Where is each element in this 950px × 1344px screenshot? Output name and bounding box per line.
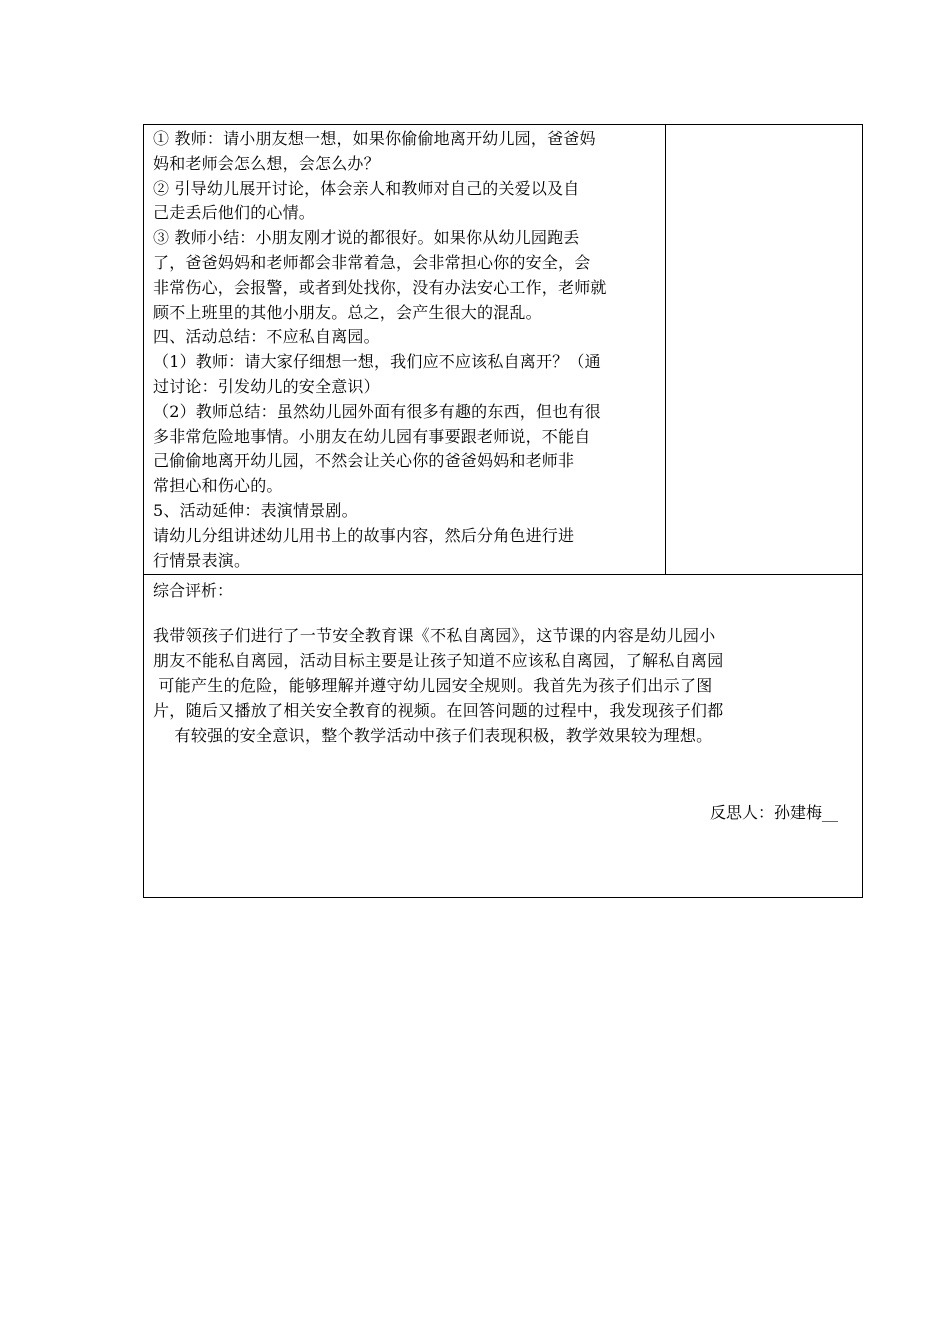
process-line: 妈和老师会怎么想，会怎么办？ <box>153 153 380 173</box>
evaluation-line: 朋友不能私自离园，活动目标主要是让孩子知道不应该私自离园，了解私自离园 <box>153 651 724 670</box>
process-line: 了，爸爸妈妈和老师都会非常着急，会非常担心你的安全，会 <box>153 252 591 272</box>
process-line: 顾不上班里的其他小朋友。总之，会产生很大的混乱。 <box>153 302 542 322</box>
process-line: 多非常危险地事情。小朋友在幼儿园有事要跟老师说，不能自 <box>153 426 591 446</box>
evaluation-cell <box>144 575 863 898</box>
process-line: （2）教师总结：虽然幼儿园外面有很多有趣的东西，但也有很 <box>153 401 601 421</box>
evaluation-line: 片，随后又播放了相关安全教育的视频。在回答问题的过程中，我发现孩子们都 <box>153 701 724 720</box>
evaluation-line: 可能产生的危险，能够理解并遵守幼儿园安全规则。我首先为孩子们出示了图 <box>153 676 713 695</box>
evaluation-row <box>144 575 863 898</box>
activity-process-text <box>144 125 665 573</box>
process-line: ② 引导幼儿展开讨论，体会亲人和教师对自己的关爱以及自 <box>153 178 580 198</box>
process-line: 请幼儿分组讲述幼儿用书上的故事内容，然后分角色进行进 <box>153 525 575 545</box>
evaluation-text <box>153 623 853 748</box>
process-line: ③ 教师小结：小朋友刚才说的都很好。如果你从幼儿园跑丢 <box>153 228 580 248</box>
process-line: 己偷偷地离开幼儿园，不然会让关心你的爸爸妈妈和老师非 <box>153 451 575 471</box>
remarks-cell <box>666 125 863 575</box>
process-row <box>144 125 863 575</box>
evaluation-label: 综合评析： <box>153 581 234 600</box>
process-line: 5、活动延伸：表演情景剧。 <box>153 500 358 520</box>
process-line: 非常伤心，会报警，或者到处找你，没有办法安心工作，老师就 <box>153 277 607 297</box>
process-line: （1）教师：请大家仔细想一想，我们应不应该私自离开？（通 <box>153 352 601 372</box>
reflection-signature: 反思人：孙建梅__ <box>709 803 838 822</box>
process-line: 己走丢后他们的心情。 <box>153 203 316 223</box>
lesson-plan-table <box>143 124 863 898</box>
process-line: 常担心和伤心的。 <box>153 476 283 496</box>
evaluation-line: 有较强的安全意识，整个教学活动中孩子们表现积极，教学效果较为理想。 <box>153 726 713 745</box>
activity-process-cell <box>144 125 666 575</box>
evaluation-line: 我带领孩子们进行了一节安全教育课《不私自离园》，这节课的内容是幼儿园小 <box>153 626 716 645</box>
process-line: 四、活动总结：不应私自离园。 <box>153 327 380 347</box>
process-line: ① 教师：请小朋友想一想，如果你偷偷地离开幼儿园，爸爸妈 <box>153 129 596 148</box>
process-line: 过讨论：引发幼儿的安全意识） <box>153 376 380 396</box>
process-line: 行情景表演。 <box>153 550 251 570</box>
